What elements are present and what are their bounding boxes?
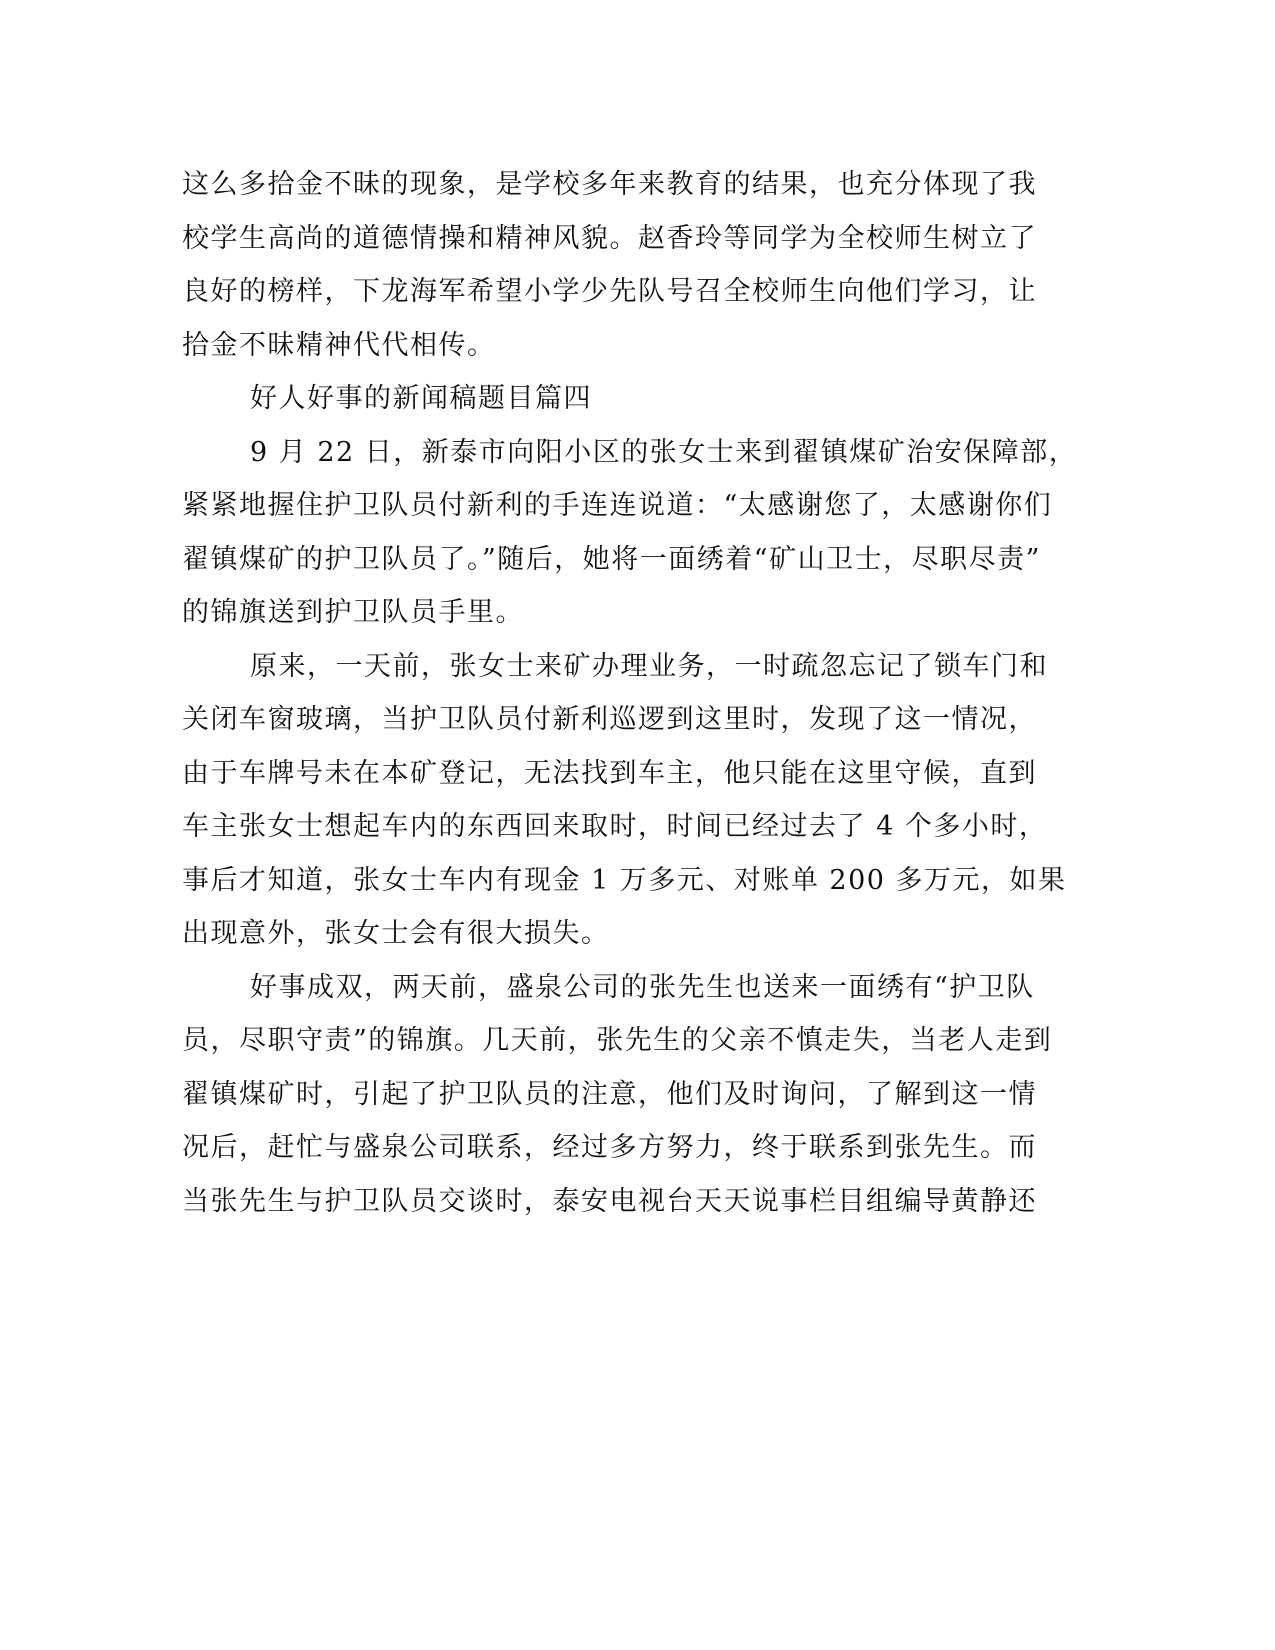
text-line: 良好的榜样，下龙海军希望小学少先队号召全校师生向他们学习，让 (182, 276, 1037, 307)
text-line: 由于车牌号未在本矿登记，无法找到车主，他只能在这里守候，直到 (182, 757, 1037, 789)
text-line: 关闭车窗玻璃，当护卫队员付新利巡逻到这里时，发现了这一情况， (182, 704, 1037, 735)
text-line: 翟镇煤矿时，引起了护卫队员的注意，他们及时询问，了解到这一情 (182, 1078, 1037, 1110)
text-line: 的锦旗送到护卫队员手里。 (182, 597, 524, 628)
text-line: 拾金不昧精神代代相传。 (182, 329, 496, 361)
section-heading: 好人好事的新闻稿题目篇四 (250, 383, 592, 414)
text-line: 况后，赶忙与盛泉公司联系，经过多方努力，终于联系到张先生。而 (182, 1132, 1037, 1163)
text-line: 事后才知道，张女士车内有现金 1 万多元、对账单 200 多万元，如果 (182, 864, 1067, 896)
text-line: 校学生高尚的道德情操和精神风貌。赵香玲等同学为全校师生树立了 (182, 222, 1037, 254)
text-line: 车主张女士想起车内的东西回来取时，时间已经过去了 4 个多小时， (182, 811, 1048, 842)
text-line: 原来，一天前，张女士来矿办理业务，一时疏忽忘记了锁车门和 (250, 650, 1048, 682)
text-line: 当张先生与护卫队员交谈时，泰安电视台天天说事栏目组编导黄静还 (182, 1185, 1037, 1217)
text-line: 翟镇煤矿的护卫队员了。”随后，她将一面绣着“矿山卫士，尽职尽责” (182, 543, 1041, 575)
text-line: 出现意外，张女士会有很大损失。 (182, 918, 610, 949)
text-line: 紧紧地握住护卫队员付新利的手连连说道：“太感谢您了，太感谢你们 (182, 490, 1053, 521)
document-body (182, 158, 1078, 1228)
text-line: 员，尽职守责”的锦旗。几天前，张先生的父亲不慎走失，当老人走到 (182, 1025, 1053, 1056)
text-line: 这么多拾金不昧的现象，是学校多年来教育的结果，也充分体现了我 (182, 169, 1037, 200)
text-line: 好事成双，两天前，盛泉公司的张先生也送来一面绣有“护卫队 (250, 971, 1035, 1003)
text-line: 9 月 22 日，新泰市向阳小区的张女士来到翟镇煤矿治安保障部， (250, 436, 1078, 468)
